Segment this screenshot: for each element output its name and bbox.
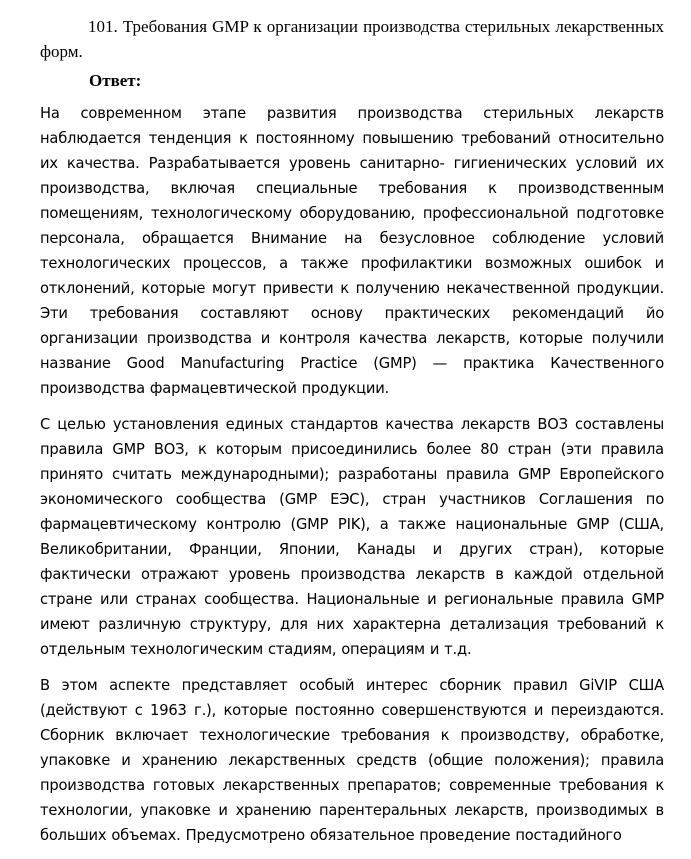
document-page (40, 14, 664, 859)
question-heading: 101. Требования GMP к организации производства стерильных лекарственных форм. (40, 17, 664, 61)
paragraph-1: На современном этапе развития производства стерильных лекарств наблюдается тенденция к постоянному повышению требований относительно их качества. Разрабатывается уровень санитарно- гигиенических условий их производства, включая специальные требования к производственным помещениям, технологическому оборудованию, профессиональной подготовке персонала, обращается Внимание на безусловное соблюдение условий технологических процессов, а также профилактики возможных ошибок и отклонений, которые могут привести к получению некачественной продукции. Эти требования составляют основу практических рекомендаций йо организации производства и контроля качества лекарств, которые получили название Good Manufacturing Practice (GMP) — практика Качественного производства фармацевтической продукции. (40, 105, 664, 397)
answer-label: Ответ: (89, 71, 142, 90)
paragraph-3: В этом аспекте представляет особый интерес сборник правил GiVIP США (действуют с 1963 г.), которые постоянно совершенствуются и переиздаются. Сборник включает технологические требования к производству, обработке, упаковке и хранению лекарственных средств (общие положения); правила производства готовых лекарственных препаратов; современные требования к технологии, упаковке и хранению парентеральных лекарств, производимых в больших объемах. Предусмотрено обязательное проведение постадийного (40, 677, 664, 844)
paragraph-2: С целью установления единых стандартов качества лекарств ВОЗ составлены правила GMP ВОЗ, к которым присоединились более 80 стран (эти правила принято считать международными); разработаны правила GMP Европейского экономического сообщества (GMP ЕЭС), стран участников Соглашения по фармацевтическому контролю (GMP PIK), а также национальные GMP (США, Великобритании, Франции, Японии, Канады и других стран), которые фактически отражают уровень производства лекарств в каждой отдельной стране или странах сообщества. Национальные и региональные правила GMP имеют различную структуру, для них характерна детализация требований к отдельным технологическим стадиям, операциям и т.д. (40, 416, 664, 658)
